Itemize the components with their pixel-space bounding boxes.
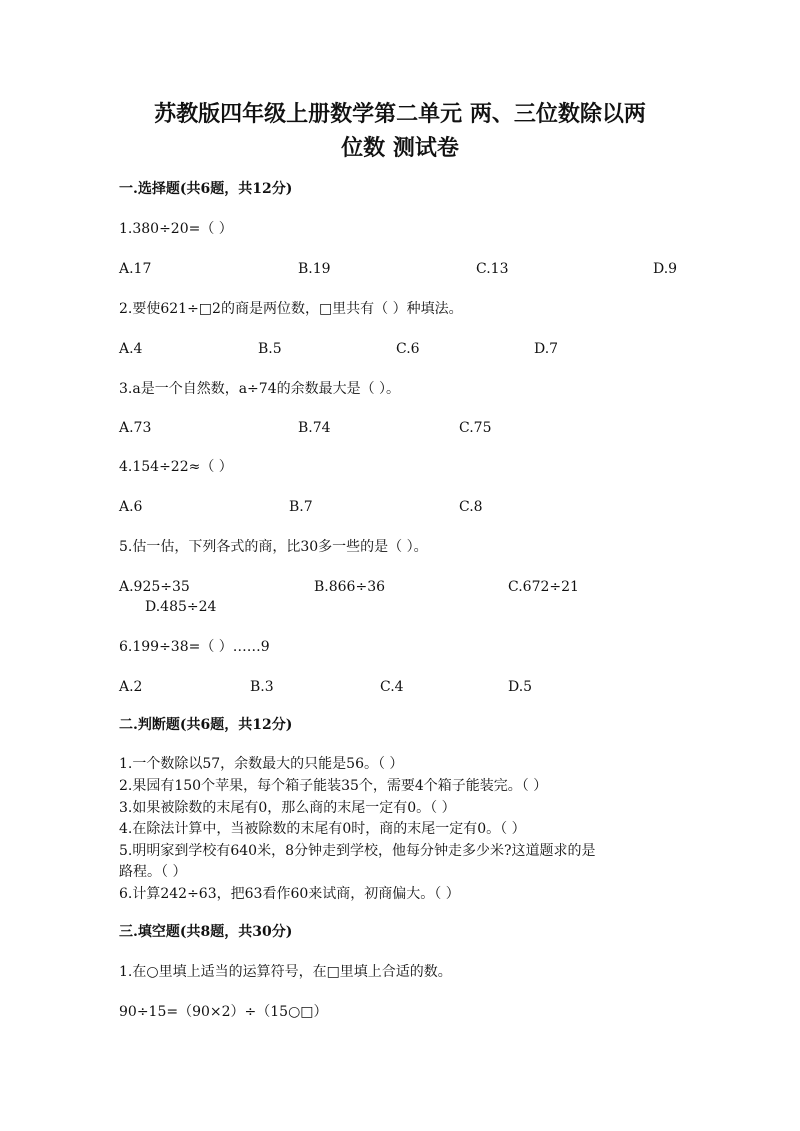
option-c: C.672÷21 (508, 579, 579, 595)
section-heading-fill-in: 三.填空题(共8题，共30分) (119, 924, 293, 940)
option-b: B.5 (258, 341, 282, 357)
page-title-line-1: 苏教版四年级上册数学第二单元 两、三位数除以两 (154, 101, 646, 127)
question-stem: 4.154÷22≈（ ） (119, 459, 233, 475)
option-c: C.75 (459, 420, 492, 436)
option-a: A.4 (119, 341, 143, 357)
judgement-item: 5.明明家到学校有640米，8分钟走到学校，他每分钟走多少米?这道题求的是 (119, 843, 596, 859)
fill-in-expression: 90÷15=（90×2）÷（15○□） (119, 1004, 328, 1020)
section-heading-judgement: 二.判断题(共6题，共12分) (119, 717, 293, 733)
question-stem: 5.估一估，下列各式的商，比30多一些的是（ ）。 (119, 539, 428, 555)
option-b: B.7 (289, 499, 313, 515)
option-c: C.6 (396, 341, 420, 357)
judgement-item: 1.一个数除以57，余数最大的只能是56。（ ） (119, 756, 404, 772)
question-stem: 6.199÷38=（ ）……9 (119, 639, 270, 655)
option-b: B.74 (298, 420, 331, 436)
judgement-item: 2.果园有150个苹果，每个箱子能装35个，需要4个箱子能装完。（ ） (119, 778, 548, 794)
option-a: A.17 (119, 261, 152, 277)
option-b: B.866÷36 (314, 579, 386, 595)
question-stem: 1.380÷20=（ ） (119, 221, 233, 237)
option-b: B.3 (250, 679, 274, 695)
option-c: C.8 (459, 499, 483, 515)
fill-in-question-stem: 1.在○里填上适当的运算符号，在□里填上合适的数。 (119, 964, 452, 980)
judgement-item: 6.计算242÷63，把63看作60来试商，初商偏大。（ ） (119, 886, 460, 902)
option-c: C.13 (476, 261, 509, 277)
judgement-item-continuation: 路程。（ ） (119, 864, 187, 880)
option-d: D.7 (534, 341, 559, 357)
option-c: C.4 (380, 679, 404, 695)
option-d: D.5 (508, 679, 533, 695)
section-heading-choice: 一.选择题(共6题，共12分) (119, 181, 293, 197)
option-a: A.73 (119, 420, 152, 436)
option-a: A.6 (119, 499, 143, 515)
page-title-line-2: 位数 测试卷 (341, 135, 459, 161)
question-stem: 3.a是一个自然数，a÷74的余数最大是（ ）。 (119, 381, 401, 397)
option-d: D.485÷24 (145, 599, 217, 615)
option-b: B.19 (298, 261, 331, 277)
option-a: A.925÷35 (119, 579, 190, 595)
judgement-item: 4.在除法计算中，当被除数的末尾有0时，商的末尾一定有0。（ ） (119, 821, 526, 837)
judgement-item: 3.如果被除数的末尾有0，那么商的末尾一定有0。（ ） (119, 800, 456, 816)
option-a: A.2 (119, 679, 143, 695)
option-d: D.9 (653, 261, 678, 277)
question-stem: 2.要使621÷□2的商是两位数，□里共有（ ）种填法。 (119, 301, 463, 317)
